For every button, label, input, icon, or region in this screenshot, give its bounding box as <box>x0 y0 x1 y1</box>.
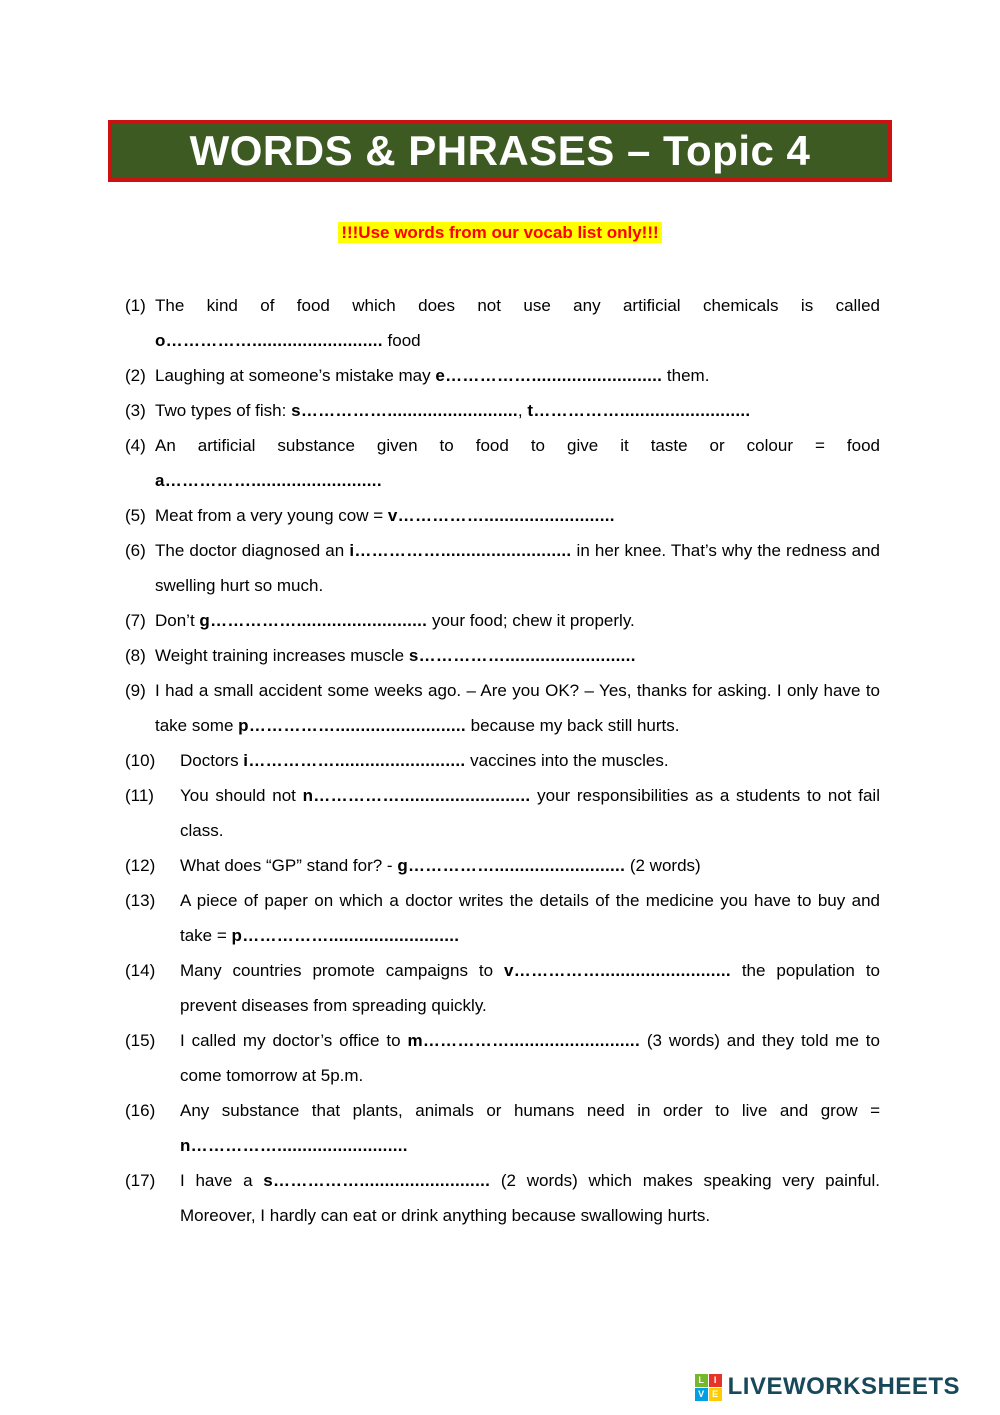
logo-tile-i: I <box>709 1374 722 1387</box>
question-text-segment: I have a <box>180 1171 264 1190</box>
question-number: (4) <box>125 436 146 455</box>
question-number: (3) <box>125 401 146 420</box>
logo-tile-e: E <box>709 1388 722 1401</box>
liveworksheets-wordmark: LIVEWORKSHEETS <box>727 1373 960 1400</box>
answer-blank[interactable]: m…………….......................... <box>407 1031 640 1050</box>
question-number: (11) <box>125 786 154 805</box>
question-item <box>125 673 880 743</box>
question-item <box>125 638 880 673</box>
answer-blank[interactable]: v…………….......................... <box>504 961 731 980</box>
question-text-segment: (2 words) <box>625 856 701 875</box>
worksheet-title-box <box>108 120 892 182</box>
question-number: (6) <box>125 541 146 560</box>
page-title: WORDS & PHRASES – Topic 4 <box>189 127 811 174</box>
question-text <box>155 498 880 533</box>
question-item <box>125 603 880 638</box>
answer-blank[interactable]: e…………….......................... <box>435 366 663 385</box>
questions-list <box>125 288 880 1233</box>
question-number: (8) <box>125 646 146 665</box>
answer-blank[interactable]: i…………….......................... <box>349 541 572 560</box>
question-item <box>125 1093 880 1163</box>
answer-blank[interactable]: s…………….......................... <box>408 646 636 665</box>
question-text-segment: your responsibilities as a students to not fail class. <box>180 786 880 840</box>
liveworksheets-logo <box>695 1373 960 1401</box>
question-text-segment: Weight training increases muscle <box>155 646 409 665</box>
answer-blank[interactable]: o…………….......................... <box>155 331 383 350</box>
question-text <box>180 1093 880 1163</box>
question-item <box>125 1023 880 1093</box>
question-number: (2) <box>125 366 146 385</box>
question-text-segment: , <box>517 401 528 420</box>
question-number: (10) <box>125 751 156 770</box>
question-text <box>155 673 880 743</box>
answer-blank[interactable]: s…………….......................... <box>263 1171 491 1190</box>
question-text-segment: because my back still hurts. <box>465 716 680 735</box>
question-text-segment: What does “GP” stand for? - <box>180 856 398 875</box>
question-number: (13) <box>125 891 156 910</box>
question-text-segment: vaccines into the muscles. <box>465 751 669 770</box>
question-text-segment: in her knee. That’s why the redness and swelling hurt so much. <box>155 541 880 595</box>
answer-blank[interactable]: s…………….......................... <box>291 401 518 420</box>
question-item <box>125 1163 880 1233</box>
question-text-segment: Two types of fish: <box>155 401 292 420</box>
question-number: (16) <box>125 1101 156 1120</box>
question-text <box>180 883 880 953</box>
question-text-segment: You should not <box>180 786 303 805</box>
question-text <box>180 778 880 848</box>
answer-blank[interactable]: a…………….......................... <box>155 471 382 490</box>
question-item <box>125 778 880 848</box>
question-number: (9) <box>125 681 146 700</box>
logo-tile-l: L <box>695 1374 708 1387</box>
question-text <box>180 848 880 883</box>
answer-blank[interactable]: n…………….......................... <box>302 786 531 805</box>
question-text-segment: (2 words) which makes speaking very painful. Moreover, I hardly can eat or drink anything because swallowing hurts. <box>180 1171 880 1225</box>
answer-blank[interactable]: n…………….......................... <box>180 1136 408 1155</box>
question-item <box>125 358 880 393</box>
liveworksheets-logo-icon <box>695 1374 722 1401</box>
question-text-segment: Doctors <box>180 751 244 770</box>
question-text <box>155 393 880 428</box>
question-text-segment: the population to prevent diseases from spreading quickly. <box>180 961 880 1015</box>
question-number: (15) <box>125 1031 156 1050</box>
question-number: (5) <box>125 506 146 525</box>
answer-blank[interactable]: p…………….......................... <box>238 716 466 735</box>
question-item <box>125 533 880 603</box>
answer-blank[interactable]: i…………….......................... <box>243 751 466 770</box>
answer-blank[interactable]: v…………….......................... <box>387 506 615 525</box>
question-text-segment: I had a small accident some weeks ago. – Are you OK? – Yes, thanks for asking. I only have to take some <box>155 681 880 735</box>
question-text <box>155 533 880 603</box>
instruction-banner <box>0 222 1000 244</box>
question-text-segment: A piece of paper on which a doctor writes the details of the medicine you have to buy and take = <box>180 891 880 945</box>
question-number: (7) <box>125 611 146 630</box>
question-text <box>155 428 880 498</box>
instruction-text: !!!Use words from our vocab list only!!! <box>338 222 661 243</box>
answer-blank[interactable]: g…………….......................... <box>199 611 428 630</box>
question-text-segment: I called my doctor’s office to <box>180 1031 408 1050</box>
question-item <box>125 953 880 1023</box>
question-item <box>125 883 880 953</box>
question-text <box>180 953 880 1023</box>
question-text <box>155 288 880 358</box>
question-text-segment: Meat from a very young cow = <box>155 506 388 525</box>
question-item <box>125 848 880 883</box>
question-item <box>125 393 880 428</box>
question-text-segment: your food; chew it properly. <box>427 611 635 630</box>
answer-blank[interactable]: p…………….......................... <box>231 926 460 945</box>
question-number: (12) <box>125 856 156 875</box>
question-text <box>155 638 880 673</box>
question-text <box>180 1163 880 1233</box>
question-item <box>125 428 880 498</box>
question-text-segment: (3 words) and they told me to come tomorrow at 5p.m. <box>180 1031 880 1085</box>
logo-tile-v: V <box>695 1388 708 1401</box>
question-item <box>125 288 880 358</box>
question-text-segment: food <box>382 331 421 350</box>
answer-blank[interactable]: t…………….......................... <box>527 401 751 420</box>
answer-blank[interactable]: g…………….......................... <box>397 856 626 875</box>
question-item <box>125 743 880 778</box>
question-text-segment: them. <box>662 366 710 385</box>
question-text-segment: Laughing at someone’s mistake may <box>155 366 436 385</box>
question-text-segment: Any substance that plants, animals or humans need in order to live and grow = <box>180 1101 880 1120</box>
question-item <box>125 498 880 533</box>
question-text-segment: Many countries promote campaigns to <box>180 961 505 980</box>
question-text-segment: Don’t <box>155 611 200 630</box>
question-number: (14) <box>125 961 156 980</box>
question-text <box>155 358 880 393</box>
question-number: (17) <box>125 1171 156 1190</box>
question-text <box>180 1023 880 1093</box>
question-text-segment: The kind of food which does not use any artificial chemicals is called <box>155 296 880 315</box>
question-text <box>180 743 880 778</box>
question-text-segment: The doctor diagnosed an <box>155 541 350 560</box>
question-number: (1) <box>125 296 146 315</box>
question-text-segment: An artificial substance given to food to give it taste or colour = food <box>155 436 880 455</box>
question-text <box>155 603 880 638</box>
